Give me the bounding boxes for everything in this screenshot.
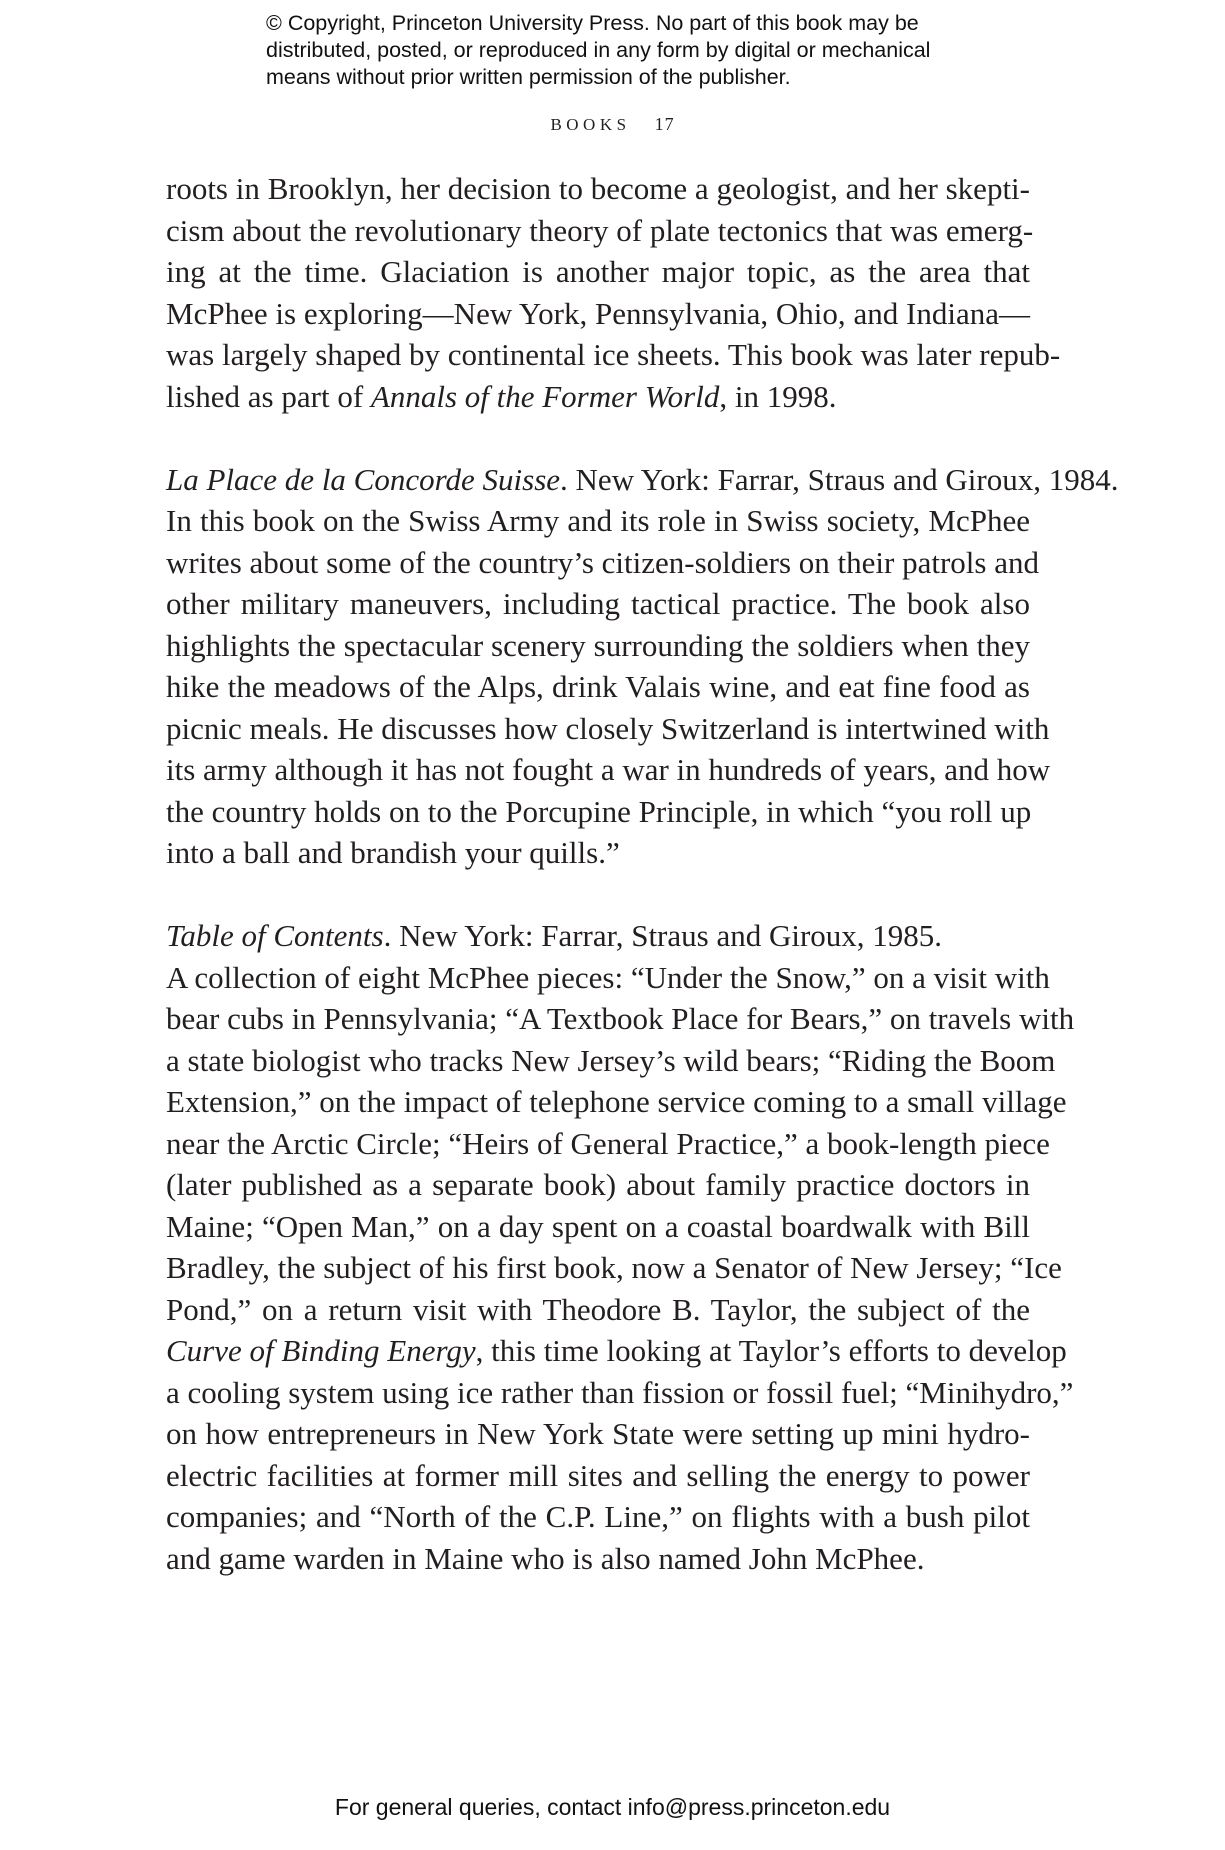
copyright-notice xyxy=(266,10,986,91)
page-body xyxy=(166,168,1119,1579)
text-line: Pond,” on a return visit with Theodore B. Taylor, the subject of the xyxy=(166,1291,1030,1327)
entry-heading xyxy=(166,459,1119,501)
text-line xyxy=(166,1330,1067,1372)
book-title-italic: La Place de la Concorde Suisse xyxy=(166,461,561,497)
running-head-title: BOOKS xyxy=(550,115,631,134)
text-line: companies; and “North of the C.P. Line,” on flights with a bush pilot xyxy=(166,1499,1030,1534)
entry-table-of-contents xyxy=(166,915,1075,1579)
text-line: roots in Brooklyn, her decision to become a geologist, and her skepti- xyxy=(166,171,1030,206)
text-line: cism about the revolutionary theory of plate tectonics that was emerg- xyxy=(166,212,1034,248)
entry-heading xyxy=(166,915,1030,957)
text-line: near the Arctic Circle; “Heirs of General Practice,” a book-length piece xyxy=(166,1125,1050,1161)
text-line: In this book on the Swiss Army and its role in Swiss society, McPhee xyxy=(166,503,1030,538)
copyright-line: means without prior written permission of the publisher. xyxy=(266,65,791,89)
page-number: 17 xyxy=(654,114,675,134)
book-title-italic: Annals of the Former World xyxy=(370,378,720,414)
text-segment: , in 1998. xyxy=(719,378,837,414)
text-segment: lished as part of xyxy=(166,378,371,414)
text-line-last: and game warden in Maine who is also named John McPhee. xyxy=(166,1540,925,1576)
entry-la-place-de-la-concorde-suisse xyxy=(166,459,1119,874)
text-line: the country holds on to the Porcupine Principle, in which “you roll up xyxy=(166,793,1032,829)
text-line: on how entrepreneurs in New York State were setting up mini hydro- xyxy=(166,1416,1030,1451)
text-line: A collection of eight McPhee pieces: “Under the Snow,” on a visit with xyxy=(166,959,1050,995)
entry-citation: . New York: Farrar, Straus and Giroux, 1985. xyxy=(383,918,943,953)
text-line: its army although it has not fought a war in hundreds of years, and how xyxy=(166,752,1051,787)
footer-contact: For general queries, contact info@press.princeton.edu xyxy=(334,1794,891,1820)
text-line-last xyxy=(166,376,1030,418)
text-line: other military maneuvers, including tactical practice. The book also xyxy=(166,586,1030,621)
text-line: highlights the spectacular scenery surrounding the soldiers when they xyxy=(166,627,1030,663)
text-line: was largely shaped by continental ice sheets. This book was later repub- xyxy=(166,337,1061,372)
text-segment: , this time looking at Taylor’s efforts to develop xyxy=(475,1333,1067,1368)
text-line: Extension,” on the impact of telephone service coming to a small village xyxy=(166,1084,1067,1119)
paragraph-gap xyxy=(166,417,1030,459)
text-line: Maine; “Open Man,” on a day spent on a coastal boardwalk with Bill xyxy=(166,1208,1030,1244)
text-line: a cooling system using ice rather than fission or fossil fuel; “Minihydro,” xyxy=(166,1374,1074,1410)
text-line: (later published as a separate book) about family practice doctors in xyxy=(166,1167,1030,1202)
text-line: hike the meadows of the Alps, drink Valais wine, and eat fine food as xyxy=(166,669,1030,704)
text-line: picnic meals. He discusses how closely Switzerland is intertwined with xyxy=(166,710,1050,746)
entry-annals-continued xyxy=(166,168,1061,417)
paragraph-gap xyxy=(166,874,1030,916)
copyright-line: © Copyright, Princeton University Press. No part of this book may be xyxy=(266,11,919,35)
text-line: electric facilities at former mill sites and selling the energy to power xyxy=(166,1457,1030,1493)
book-title-italic: Curve of Binding Energy xyxy=(166,1333,476,1368)
text-line: a state biologist who tracks New Jersey’s wild bears; “Riding the Boom xyxy=(166,1042,1056,1078)
text-line-last: into a ball and brandish your quills.” xyxy=(166,835,620,870)
text-line: ing at the time. Glaciation is another major topic, as the area that xyxy=(166,254,1030,289)
text-line: Bradley, the subject of his first book, now a Senator of New Jersey; “Ice xyxy=(166,1250,1062,1285)
copyright-line: distributed, posted, or reproduced in any form by digital or mechanical xyxy=(266,38,931,62)
entry-citation: . New York: Farrar, Straus and Giroux, 1984. xyxy=(560,461,1119,497)
book-title-italic: Table of Contents xyxy=(166,918,384,953)
text-line: bear cubs in Pennsylvania; “A Textbook Place for Bears,” on travels with xyxy=(166,1001,1075,1036)
text-line: writes about some of the country’s citizen-soldiers on their patrols and xyxy=(166,544,1039,580)
running-head xyxy=(0,114,1225,135)
text-line: McPhee is exploring—New York, Pennsylvania, Ohio, and Indiana— xyxy=(166,295,1030,331)
